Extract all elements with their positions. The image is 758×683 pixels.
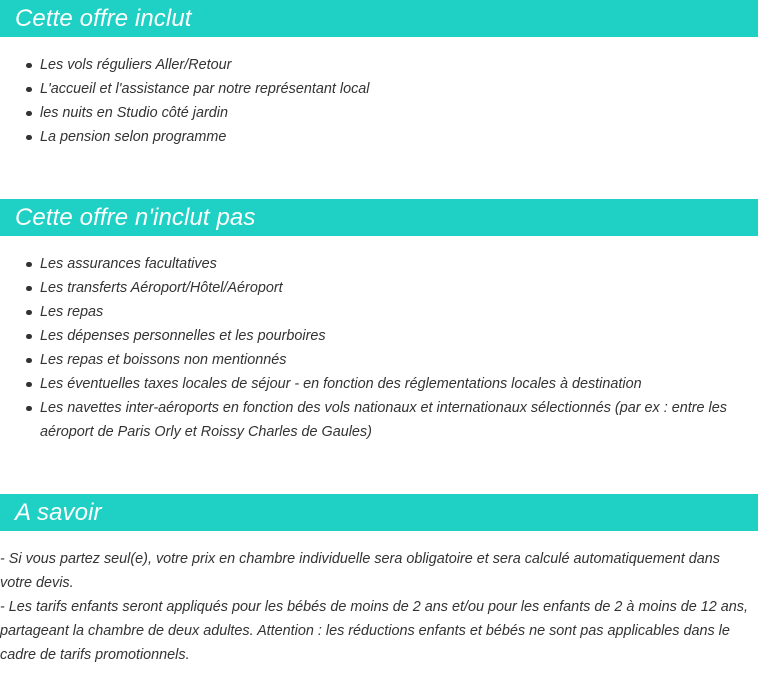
included-header	[0, 0, 758, 37]
list-item: les nuits en Studio côté jardin	[0, 101, 758, 125]
excluded-list	[0, 252, 758, 444]
list-item: Les navettes inter-aéroports en fonction des vols nationaux et internationaux sélectionnés (par ex : entre les aéroport de Paris Orly et Roissy Charles de Gaules)	[0, 396, 758, 444]
excluded-title: Cette offre n'inclut pas	[15, 203, 256, 231]
list-item: Les vols réguliers Aller/Retour	[0, 53, 758, 77]
list-item: Les repas	[0, 300, 758, 324]
savoir-header	[0, 494, 758, 531]
included-section	[0, 0, 758, 149]
excluded-section	[0, 199, 758, 444]
list-item: Les dépenses personnelles et les pourboires	[0, 324, 758, 348]
savoir-body	[0, 547, 758, 667]
excluded-header	[0, 199, 758, 236]
included-title: Cette offre inclut	[15, 4, 192, 32]
list-item: L'accueil et l'assistance par notre représentant local	[0, 77, 758, 101]
list-item: Les repas et boissons non mentionnés	[0, 348, 758, 372]
list-item: La pension selon programme	[0, 125, 758, 149]
list-item: Les transferts Aéroport/Hôtel/Aéroport	[0, 276, 758, 300]
included-list	[0, 53, 758, 149]
savoir-paragraph: - Les tarifs enfants seront appliqués pour les bébés de moins de 2 ans et/ou pour les enfants de 2 à moins de 12 ans, partageant la chambre de deux adultes. Attention : les réductions enfants et bébés ne sont pas applicables dans le cadre de tarifs promotionnels.	[0, 599, 748, 663]
list-item: Les éventuelles taxes locales de séjour - en fonction des réglementations locales à destination	[0, 372, 758, 396]
savoir-title: A savoir	[15, 498, 102, 526]
savoir-paragraph: - Si vous partez seul(e), votre prix en chambre individuelle sera obligatoire et sera calculé automatiquement dans votre devis.	[0, 551, 720, 591]
list-item: Les assurances facultatives	[0, 252, 758, 276]
savoir-section	[0, 494, 758, 667]
